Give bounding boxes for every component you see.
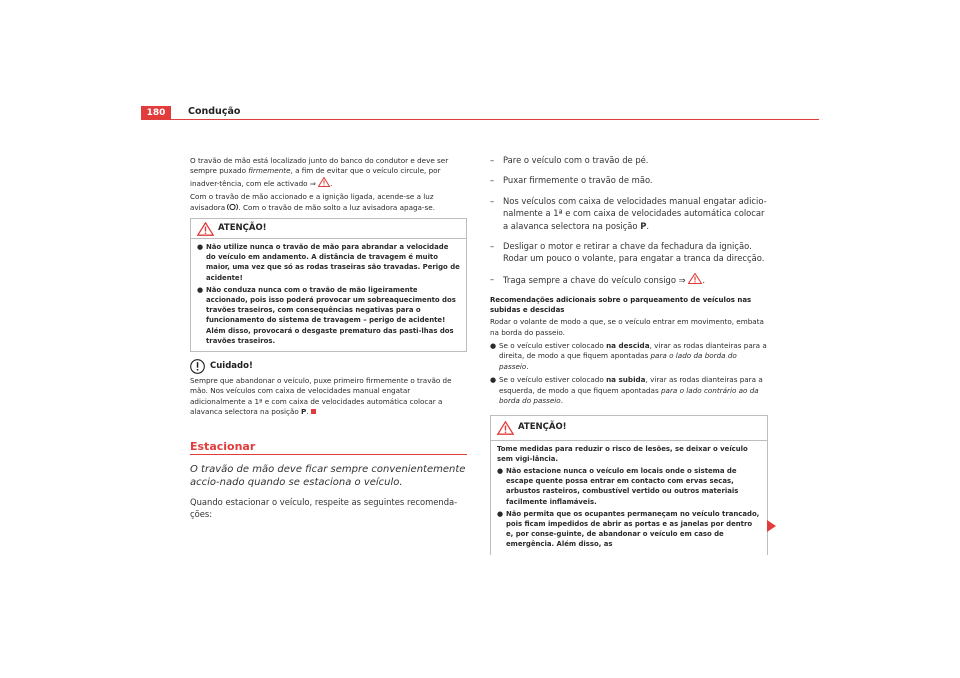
brake-warning-light-icon (227, 203, 238, 211)
warning-item: ● Não permita que os ocupantes permaneçam no veículo trancado, pois ficam impedidos de abrir as portas e as janelas por dentro e, por conse-guinte, de abandonar o veículo em caso de emergência. Além disso, as (497, 509, 760, 549)
warning-triangle-icon (497, 421, 514, 435)
warning-title: ATENÇÃO! (518, 422, 567, 433)
continue-arrow-icon (767, 520, 776, 532)
warning-box-right (490, 415, 768, 555)
caution-text: Sempre que abandonar o veículo, puxe primeiro firmemente o travão de mão. Nos veículos com caixa de velocidades manual engatar adicionalmente a 1ª e com caixa de velocidades automática colocar a alavanca selectora na posição P. (190, 376, 452, 417)
page-title: Condução (188, 106, 241, 117)
subheading: Recomendações adicionais sobre o parqueamento de veículos nas subidas e descidas (490, 296, 752, 315)
caution-icon (190, 359, 205, 374)
step-item: – Nos veículos com caixa de velocidades manual engatar adicio-nalmente a 1ª e com caixa de velocidades automática colocar a alavanca selectora na posição P. (490, 195, 767, 231)
warning-body (191, 239, 466, 351)
bullet-icon: ● (497, 466, 504, 475)
end-marker-icon (311, 409, 316, 414)
bullet-item: ● Se o veículo estiver colocado na subida, virar as rodas dianteiras para a esquerda, de modo a que fiquem apontadas para o lado contrário ao da borda do passeio. (490, 375, 763, 406)
page-number: 180 (141, 106, 171, 120)
warning-item: ● Não estacione nunca o veículo em locais onde o sistema de escape quente possa entrar em contacto com ervas secas, arbustos rasteiros, combustível vertido ou outros materiais facilmente inflamáveis. (497, 466, 739, 506)
warning-header (491, 416, 767, 441)
warning-intro: Tome medidas para reduzir o risco de lesões, se deixar o veículo sem vigi-lância. (497, 444, 748, 463)
warning-triangle-icon (197, 222, 214, 236)
section-title: Estacionar (190, 442, 467, 455)
warning-title: ATENÇÃO! (218, 223, 267, 234)
section-body: Quando estacionar o veículo, respeite as seguintes recomenda-ções: (190, 496, 458, 519)
warning-header (191, 219, 466, 239)
warning-triangle-icon (318, 177, 330, 187)
step-item: – Pare o veículo com o travão de pé. (490, 155, 649, 165)
bullet-icon: ● (490, 376, 497, 385)
bullet-icon: ● (197, 285, 204, 294)
warning-box-left (190, 218, 467, 352)
bullet-item: ● Se o veículo estiver colocado na descida, virar as rodas dianteiras para a direita, de modo a que fiquem apontadas para o lado da borda do passeio. (490, 341, 767, 371)
warning-item: ● Não conduza nunca com o travão de mão ligeiramente accionado, pois isso poderá provocar um sobreaquecimento dos travões traseiros, com consequências negativas para o funcionamento do sistema de travagem – perigo de acidente! Além disso, provocará o desgaste prematuro das pasti-lhas dos travões traseiros. (197, 285, 456, 345)
bullet-icon: ● (497, 509, 504, 518)
warning-body (491, 441, 767, 555)
caution-title: Cuidado! (210, 360, 253, 371)
header-rule (171, 119, 819, 120)
step-item: – Desligar o motor e retirar a chave da fechadura da ignição. Rodar um pouco o volante, para engatar a tranca da direcção. (490, 241, 765, 264)
bullet-icon: ● (490, 342, 497, 351)
step-item: – Traga sempre a chave do veículo consigo ⇒ . (490, 273, 705, 285)
warning-item: ● Não utilize nunca o travão de mão para abrandar a velocidade do veículo em andamento. A distância de travagem é muito maior, uma vez que só as rodas traseiras são travadas. Perigo de acidente! (197, 243, 460, 282)
section-lead: O travão de mão deve ficar sempre convenientemente accio-nado quando se estaciona o veículo. (190, 464, 466, 489)
step-item: – Puxar firmemente o travão de mão. (490, 175, 653, 186)
intro-paragraph-1: O travão de mão está localizado junto do banco do condutor e deve ser sempre puxado firmemente, a fim de evitar que o veículo circule, por inadver-tência, com ele activado ⇒ . (190, 156, 449, 188)
sub-text: Rodar o volante de modo a que, se o veículo entrar em movimento, embata na borda do passeio. (490, 317, 764, 337)
bullet-icon: ● (197, 243, 204, 252)
right-column (490, 154, 768, 561)
left-column (190, 156, 467, 523)
warning-triangle-icon (688, 273, 702, 284)
intro-paragraph-2: Com o travão de mão accionado e a ignição ligada, acende-se a luz avisadora . Com o travão de mão solto a luz avisadora apaga-se. (190, 192, 435, 212)
caution-header (190, 358, 467, 374)
